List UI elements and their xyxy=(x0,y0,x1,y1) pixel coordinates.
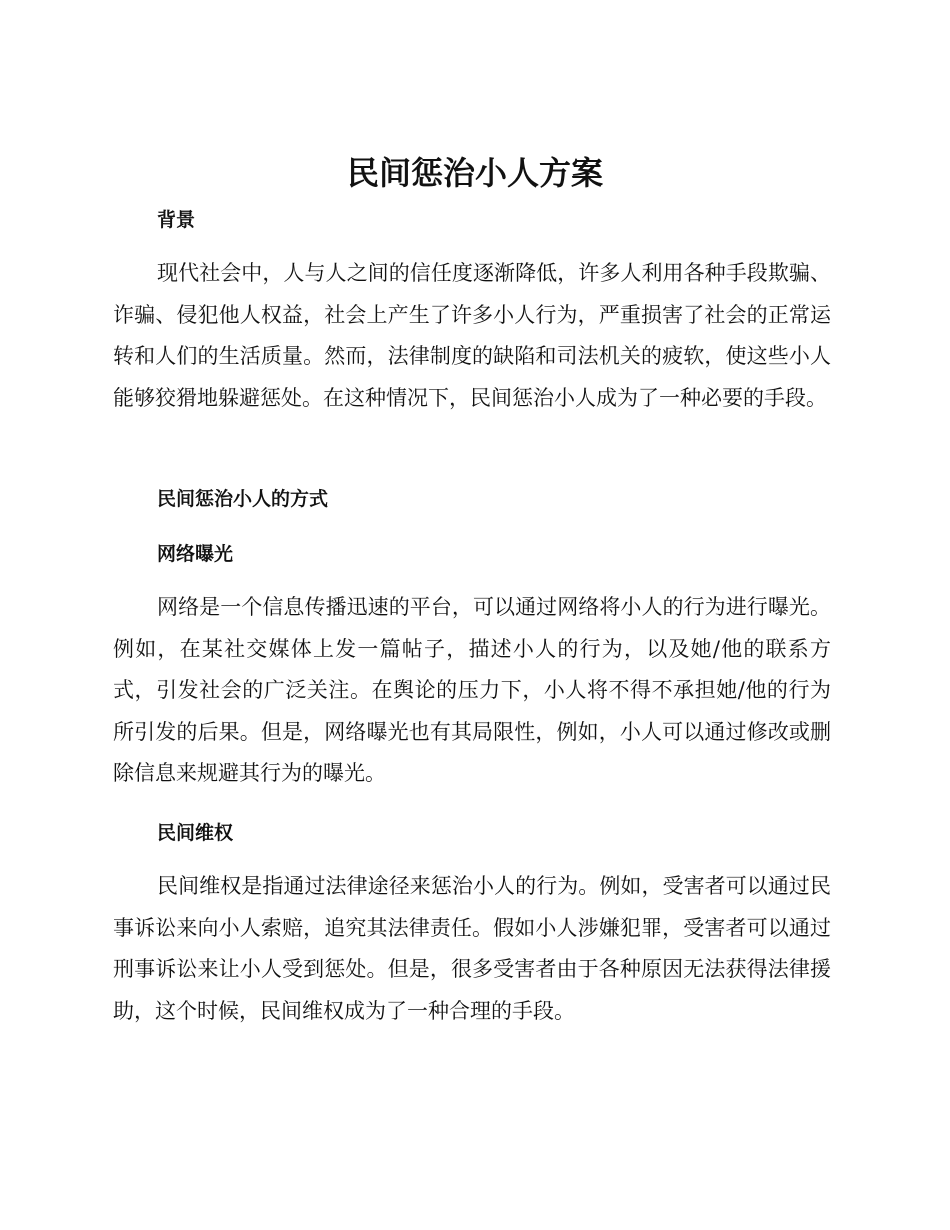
section-heading-online-exposure: 网络曝光 xyxy=(157,543,234,565)
section-heading-civil-rights: 民间维权 xyxy=(157,822,234,844)
section-heading-background: 背景 xyxy=(157,209,196,231)
paragraph-online-exposure: 网络是一个信息传播迅速的平台，可以通过网络将小人的行为进行曝光。例如，在某社交媒体上发一篇帖子，描述小人的行为，以及她/他的联系方式，引发社会的广泛关注。在舆论的压力下，小人将不得不承担她/他的行为所引发的后果。但是，网络曝光也有其局限性，例如，小人可以通过修改或删除信息来规避其行为的曝光。 xyxy=(113,595,831,785)
document-title: 民间惩治小人方案 xyxy=(346,154,603,192)
paragraph-background: 现代社会中，人与人之间的信任度逐渐降低，许多人利用各种手段欺骗、诈骗、侵犯他人权益，社会上产生了许多小人行为，严重损害了社会的正常运转和人们的生活质量。然而，法律制度的缺陷和司法机关的疲软，使这些小人能够狡猾地躲避惩处。在这种情况下，民间惩治小人成为了一种必要的手段。 xyxy=(113,261,831,410)
paragraph-civil-rights: 民间维权是指通过法律途径来惩治小人的行为。例如，受害者可以通过民事诉讼来向小人索赔，追究其法律责任。假如小人涉嫌犯罪，受害者可以通过刑事诉讼来让小人受到惩处。但是，很多受害者由于各种原因无法获得法律援助，这个时候，民间维权成为了一种合理的手段。 xyxy=(113,874,831,1023)
section-heading-methods: 民间惩治小人的方式 xyxy=(157,488,329,510)
